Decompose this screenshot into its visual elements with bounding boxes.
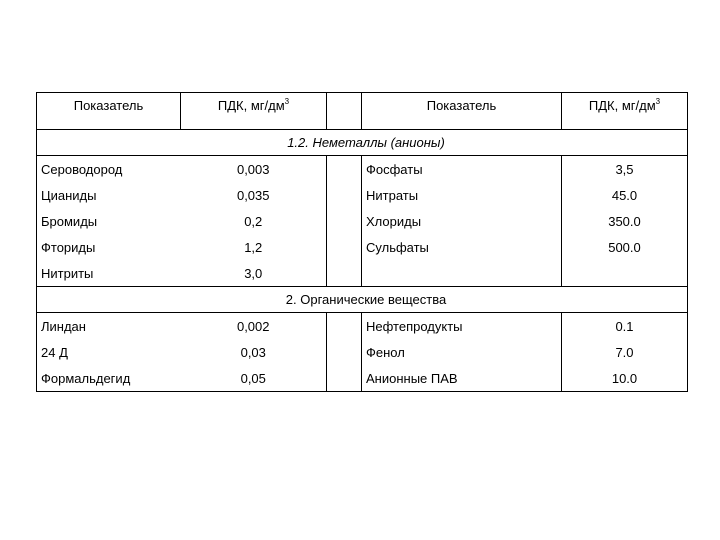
indicator-name: Нитриты [37,260,181,287]
spacer-cell [327,339,362,365]
limit-value: 3,0 [181,260,327,287]
indicator-name: Хлориды [362,208,562,234]
table-row [37,234,688,260]
limit-value: 500.0 [562,234,688,260]
limit-value [562,260,688,287]
indicator-name: Формальдегид [37,365,181,392]
spacer-cell [327,208,362,234]
table-row [37,365,688,392]
indicator-name: Бромиды [37,208,181,234]
table-row [37,208,688,234]
indicator-name: Сульфаты [362,234,562,260]
limit-value: 45.0 [562,182,688,208]
indicator-name: 24 Д [37,339,181,365]
header-spacer [327,93,362,130]
spacer-cell [327,365,362,392]
limit-value: 10.0 [562,365,688,392]
limit-value: 0,002 [181,313,327,340]
spacer-cell [327,234,362,260]
indicator-name: Фториды [37,234,181,260]
header-indicator-left: Показатель [37,93,181,130]
indicator-name: Цианиды [37,182,181,208]
table-row [37,156,688,183]
limit-value: 3,5 [562,156,688,183]
limit-value: 0,05 [181,365,327,392]
indicator-name: Нитраты [362,182,562,208]
spacer-cell [327,260,362,287]
header-indicator-right: Показатель [362,93,562,130]
indicator-name: Нефтепродукты [362,313,562,340]
limit-value: 7.0 [562,339,688,365]
indicator-name: Фосфаты [362,156,562,183]
header-limit-right: ПДК, $мг/дм^3$ [562,93,688,130]
table-row [37,313,688,340]
limit-value: 0.1 [562,313,688,340]
section-title: 1.2. Неметаллы (анионы) [37,130,688,156]
indicator-name: Анионные ПАВ [362,365,562,392]
limit-value: 0,03 [181,339,327,365]
spacer-cell [327,156,362,183]
header-row [37,93,688,130]
indicator-name [362,260,562,287]
limit-value: 0,035 [181,182,327,208]
spacer-cell [327,182,362,208]
section-header [37,287,688,313]
section-title: 2. Органические вещества [37,287,688,313]
limit-value: 0,003 [181,156,327,183]
indicator-name: Сероводород [37,156,181,183]
spacer-cell [327,313,362,340]
table-row [37,182,688,208]
indicator-name: Фенол [362,339,562,365]
table-row [37,260,688,287]
indicator-name: Линдан [37,313,181,340]
table-row [37,339,688,365]
header-limit-left: ПДК, $мг/дм^3$ [181,93,327,130]
section-header [37,130,688,156]
limit-value: 350.0 [562,208,688,234]
limit-value: 0,2 [181,208,327,234]
limit-value: 1,2 [181,234,327,260]
standards-table [36,92,688,392]
